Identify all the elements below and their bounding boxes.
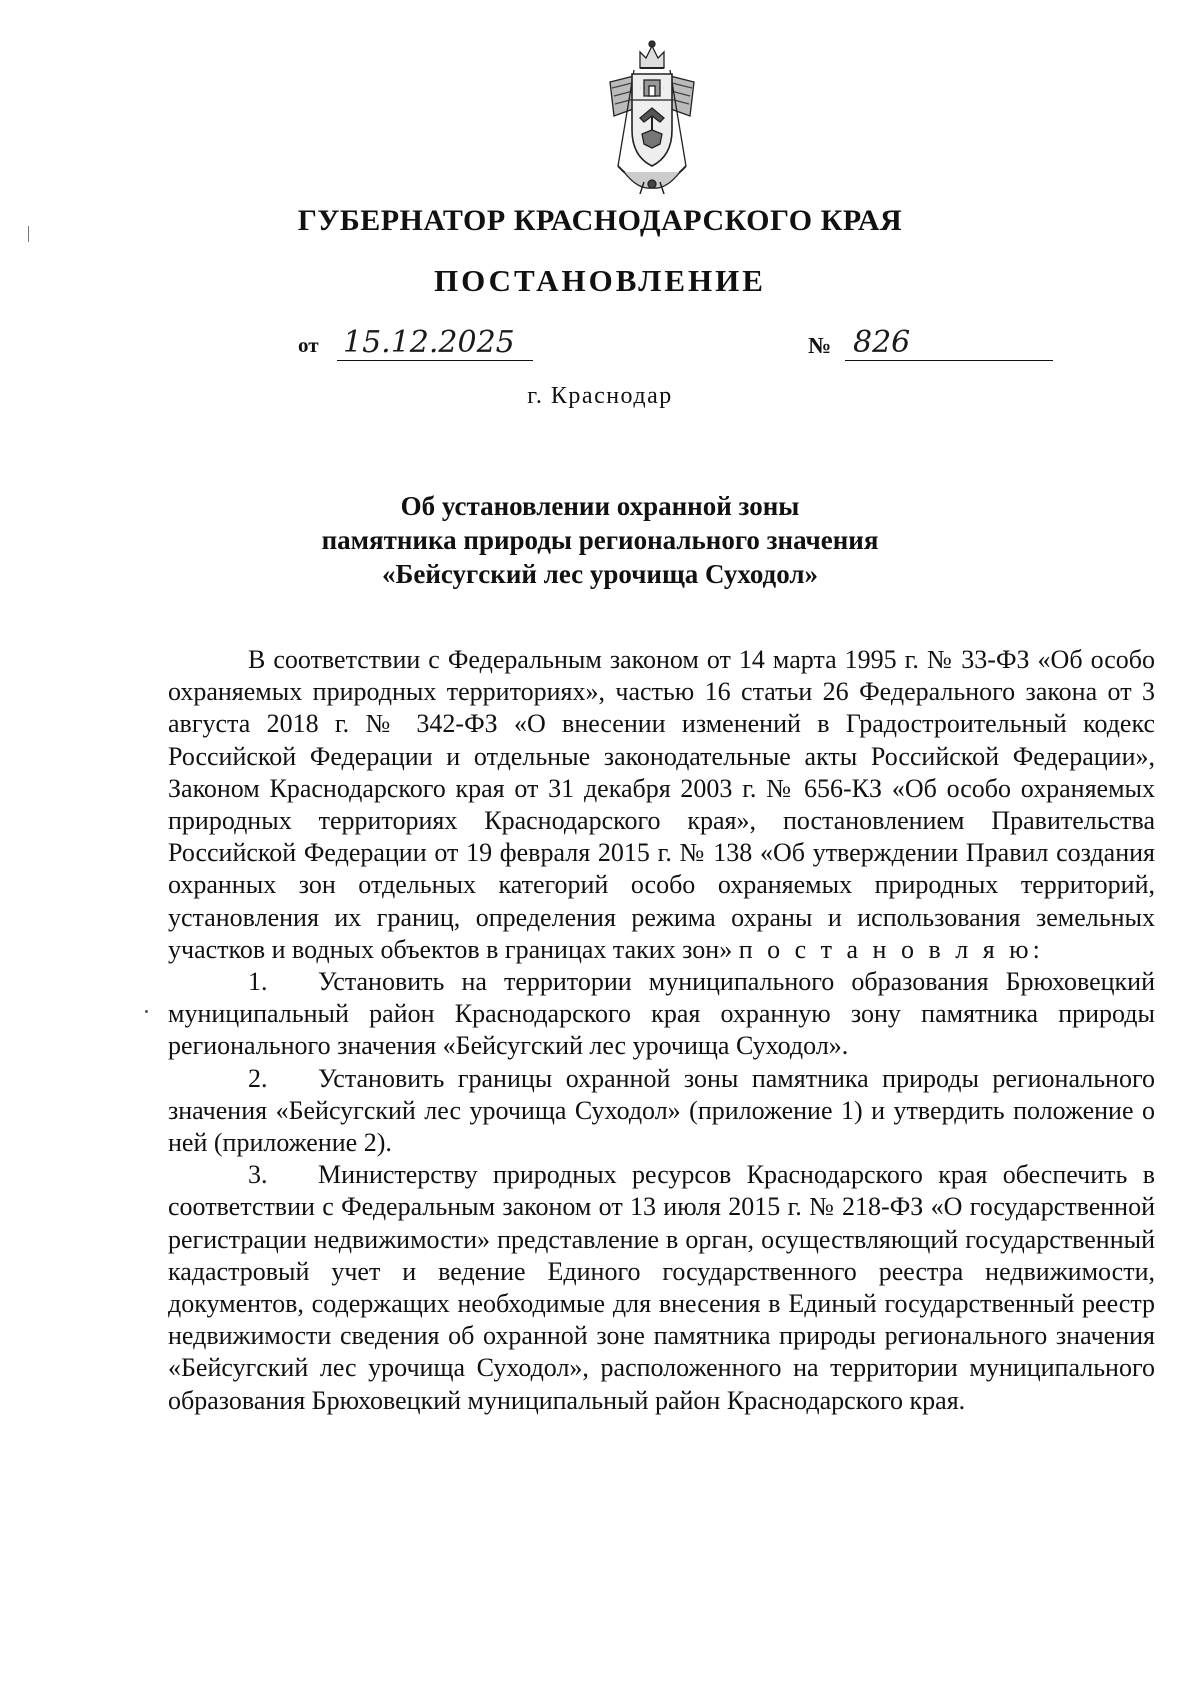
krasnodar-krai-coat-of-arms-icon (604, 38, 700, 194)
title-line-3: «Бейсугский лес урочища Суходол» (382, 559, 818, 589)
issuing-authority: ГУБЕРНАТОР КРАСНОДАРСКОГО КРАЯ (297, 204, 903, 237)
title-line-1: Об установлении охранной зоны (400, 491, 800, 521)
decree-word: п о с т а н о в л я ю: (738, 934, 1044, 964)
document-body (168, 644, 1155, 1417)
preamble-text: В соответствии с Федеральным законом от 14 марта 1995 г. № 33-ФЗ «Об особо охраняемых природных территориях», частью 16 статьи 26 Федерального закона от 3 августа 2018 г. № 342-ФЗ «О внесении изменений в Градостроительный кодекс Российской Федерации и отдельные законодательные акты Российской Федерации», Законом Краснодарского края от 31 декабря 2003 г. № 656-КЗ «Об особо охраняемых природных территориях Краснодарского края», постановлением Правительства Российской Федерации от 19 февраля 2015 г. № 138 «Об утверждении Правил создания охранных зон отдельных категорий особо охраняемых природных территорий, установления их границ, определения режима охраны и использования земельных участков и водных объектов в границах таких зон» (168, 645, 1155, 964)
document-title (0, 489, 1200, 591)
item-number: 2. (248, 1063, 268, 1093)
city-name: г. Краснодар (527, 383, 673, 409)
handwritten-number: 826 (845, 326, 1053, 361)
scan-artifact (145, 1010, 148, 1013)
date-label: от (298, 333, 319, 357)
numbered-item (168, 1159, 1155, 1417)
document-type: ПОСТАНОВЛЕНИЕ (434, 263, 766, 298)
item-number: 1. (248, 967, 268, 997)
numbered-item (168, 966, 1155, 1063)
handwritten-date: 15.12.2025 (337, 326, 533, 361)
preamble-paragraph (168, 644, 1155, 966)
item-text: Министерству природных ресурсов Краснодарского края обеспечить в соответствии с Федеральным законом от 13 июля 2015 г. № 218-ФЗ «О государственной регистрации недвижимости» представление в орган, осуществляющий государственный кадастровый учет и ведение Единого государственного реестра недвижимости, документов, содержащих необходимые для внесения в Единый государственный реестр недвижимости сведения об охранной зоне памятника природы регионального значения «Бейсугский лес урочища Суходол», расположенного на территории муниципального образования Брюховецкий муниципальный район Краснодарского края. (168, 1160, 1155, 1415)
item-text: Установить границы охранной зоны памятника природы регионального значения «Бейсугский лес урочища Суходол» (приложение 1) и утвердить положение о ней (приложение 2). (168, 1063, 1155, 1158)
number-label: № (808, 333, 832, 358)
title-line-2: памятника природы регионального значения (321, 525, 879, 555)
item-text: Установить на территории муниципального образования Брюховецкий муниципальный район Краснодарского края охранную зону памятника природы регионального значения «Бейсугский лес урочища Суходол». (168, 967, 1155, 1061)
numbered-item (168, 1063, 1155, 1160)
item-number: 3. (248, 1160, 268, 1190)
